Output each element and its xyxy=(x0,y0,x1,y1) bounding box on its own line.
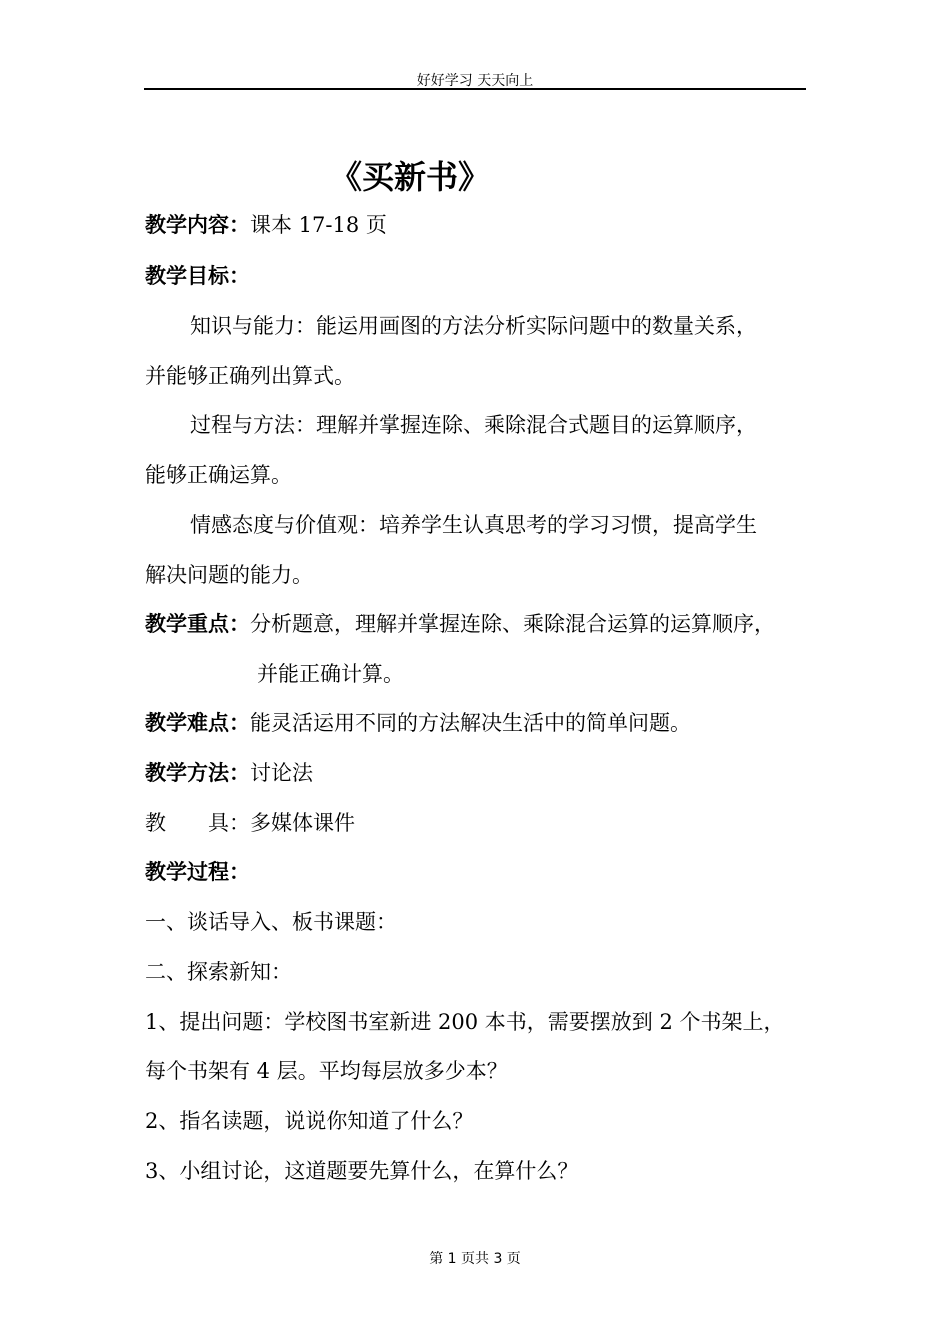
content-label: 教学内容： xyxy=(145,213,250,237)
method-row xyxy=(145,758,313,788)
process-item-1-line-2: 每个书架有 4 层。平均每层放多少本？ xyxy=(145,1059,508,1083)
process-method-line-2: 能够正确运算。 xyxy=(145,463,292,487)
tools-label-a: 教 xyxy=(145,811,166,835)
page-header: 好好学习 天天向上 xyxy=(416,73,534,89)
knowledge-line-2: 并能够正确列出算式。 xyxy=(145,364,355,388)
content-row xyxy=(145,210,387,240)
process-item-2: 2、指名读题，说说你知道了什么？ xyxy=(145,1109,474,1133)
key-points-row xyxy=(145,609,775,639)
process-method-line-1: 过程与方法：理解并掌握连除、乘除混合式题目的运算顺序， xyxy=(190,413,757,437)
header-rule xyxy=(144,88,806,90)
process-item-3: 3、小组讨论，这道题要先算什么，在算什么？ xyxy=(145,1159,579,1183)
method-value: 讨论法 xyxy=(250,761,313,785)
tools-label-b: 具： xyxy=(208,811,250,835)
emotion-line-2: 解决问题的能力。 xyxy=(145,563,313,587)
page-footer: 第 1 页共 3 页 xyxy=(429,1251,521,1267)
key-points-line-1: 分析题意，理解并掌握连除、乘除混合运算的运算顺序， xyxy=(250,612,775,636)
process-step-1: 一、谈话导入、板书课题： xyxy=(145,910,397,934)
objectives-label: 教学目标： xyxy=(145,264,250,288)
tools-value: 多媒体课件 xyxy=(250,811,355,835)
emotion-line-1: 情感态度与价值观：培养学生认真思考的学习习惯，提高学生 xyxy=(190,513,757,537)
tools-row xyxy=(145,808,355,838)
knowledge-line-1: 知识与能力：能运用画图的方法分析实际问题中的数量关系， xyxy=(190,314,757,338)
process-item-1-line-1: 1、提出问题：学校图书室新进 200 本书，需要摆放到 2 个书架上， xyxy=(145,1010,785,1034)
key-points-line-2: 并能正确计算。 xyxy=(257,662,404,686)
difficulties-value: 能灵活运用不同的方法解决生活中的简单问题。 xyxy=(250,711,691,735)
content-value: 课本 17-18 页 xyxy=(250,213,387,237)
difficulties-label: 教学难点： xyxy=(145,711,250,735)
process-step-2: 二、探索新知： xyxy=(145,960,292,984)
difficulties-row xyxy=(145,708,691,738)
method-label: 教学方法： xyxy=(145,761,250,785)
document-title: 《买新书》 xyxy=(330,158,491,196)
process-label: 教学过程： xyxy=(145,860,250,884)
key-points-label: 教学重点： xyxy=(145,612,250,636)
